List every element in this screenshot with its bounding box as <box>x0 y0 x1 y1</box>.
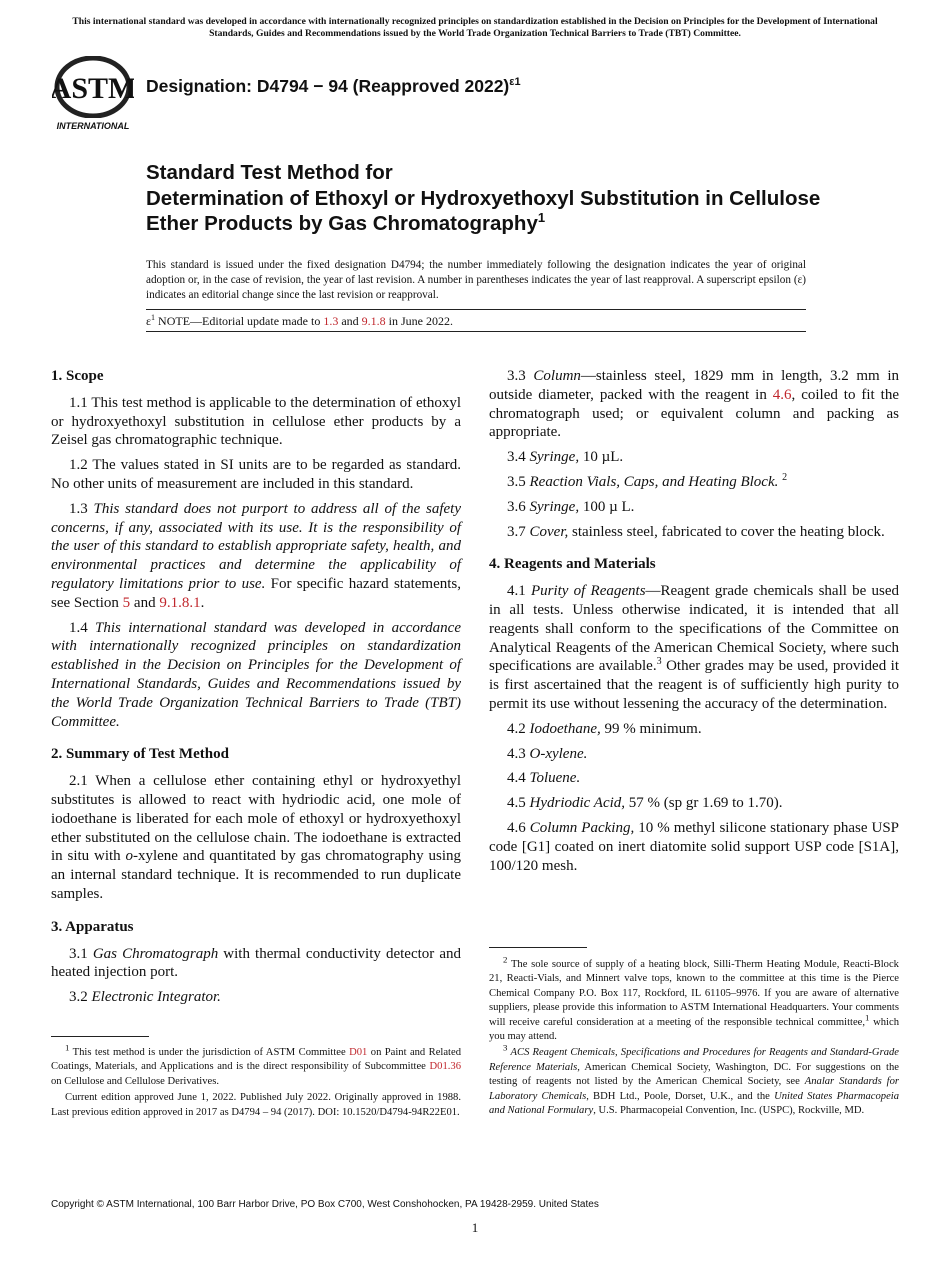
standard-title: Standard Test Method for Determination of Ethoxyl or Hydroxyethoxyl Substitution in Cellulose Ether Products by Gas Chromatography$^1$ <box>146 161 821 235</box>
footnote-rule <box>489 947 587 948</box>
paragraph: 4.2 Iodoethane, 99 % minimum. <box>507 720 702 737</box>
footnotes-left <box>51 1042 461 1122</box>
designation: Designation: D4794 − 94 (Reapproved 2022)$^{\varepsilon 1}$ <box>146 76 521 96</box>
section-heading: 4. Reagents and Materials <box>489 556 656 573</box>
divider <box>146 331 806 332</box>
section-heading: 3. Apparatus <box>51 918 134 935</box>
link-9-1-8[interactable]: 9.1.8 <box>361 314 386 328</box>
footnote-1-edition: Current edition approved June 1, 2022. Published July 2022. Originally approved in 1988. Last previous edition approved in 2017 as D4794 – 94 (2017). DOI: 10.1520/D4794-94R22E01. <box>51 1092 461 1118</box>
left-column <box>51 367 461 1013</box>
paragraph: 3.3 Column—stainless steel, 1829 mm in length, 3.2 mm in outside diameter, packed with the reagent in 4.6, coiled to fit the chromatograph used; or equivalent column and packing as appropriate. <box>489 368 899 441</box>
section-heading: 1. Scope <box>51 368 104 384</box>
paragraph: 3.1 Gas Chromatograph with thermal conductivity detector and heated injection port. <box>51 945 462 981</box>
paragraph: 1.4 This international standard was developed in accordance with internationally recognized principles on standardization established in the Decision on Principles for the Development of International Standards, Guides and Recommendations issued by the World Trade Organization Technical Barriers to Trade (TBT) Committee. <box>51 619 461 730</box>
link-section-5[interactable]: 5 <box>122 594 131 611</box>
paragraph: 4.6 Column Packing, 10 % methyl silicone stationary phase USP code [G1] coated on inert diatomite solid support USP code [S1A], 100/120 mesh. <box>489 819 900 874</box>
footnote-rule <box>51 1036 149 1037</box>
link-d01-36[interactable]: D01.36 <box>429 1061 461 1073</box>
paragraph: 4.5 Hydriodic Acid, 57 % (sp gr 1.69 to 1.70). <box>507 795 783 812</box>
paragraph: 3.6 Syringe, 100 µ L. <box>507 498 635 515</box>
footnotes-right <box>489 954 900 1120</box>
right-column <box>489 367 899 881</box>
top-notice: This international standard was developed in accordance with internationally recognized principles on standardization established in the Decision on Principles for the Development of International Standards, Guides and Recommendations issued by the World Trade Organization Technical Barriers to Trade (TBT) Committee. <box>72 16 878 39</box>
paragraph: 1.3 This standard does not purport to address all of the safety concerns, if any, associated with its use. It is the responsibility of the user of this standard to establish appropriate safety, health, and environmental practices and determine the applicability of regulatory limitations prior to use. For specific hazard statements, see Section 5 and 9.1.8.1. <box>51 500 462 611</box>
section-heading: 2. Summary of Test Method <box>51 746 229 763</box>
divider <box>146 309 806 310</box>
footnote-3: $^3$ ACS Reagent Chemicals, Specifications and Procedures for Reagents and Standard-Grade Reference Materials, American Chemical Society, Washington, DC. For suggestions on the testing of reagents not listed by the American Chemical Society, see Analar Standards for Laboratory Chemicals, BDH Ltd., Poole, Dorset, U.K., and the United States Pharmacopeia and National Formulary, U.S. Pharmacopeial Convention, Inc. (USPC), Rockville, MD. <box>489 1042 900 1117</box>
link-9-1-8-1[interactable]: 9.1.8.1 <box>159 594 201 611</box>
astm-logo <box>52 56 134 132</box>
logo-mark: ASTM <box>52 72 134 105</box>
footnote-2: $^2$ The sole source of supply of a heating block, Silli-Therm Heating Module, Reacti-Block 21, Reacti-Vials, and Minnert valve tops, known to the committee at this time is the Pierce Chemical Company P.O. Box 117, Rockford, IL 61105–9976. If you are aware of alternative suppliers, please provide this information to ASTM International Headquarters. Your comments will receive careful consideration at a meeting of the responsible technical committee,$^1$ which you may attend. <box>489 954 899 1043</box>
paragraph: 3.5 Reaction Vials, Caps, and Heating Block. $^2$ <box>507 471 788 490</box>
paragraph: 4.3 O-xylene. <box>507 745 588 762</box>
link-1-3[interactable]: 1.3 <box>323 314 339 328</box>
intro-paragraph: This standard is issued under the fixed designation D4794; the number immediately following the designation indicates the year of original adoption or, in the case of revision, the year of last revision. A number in parentheses indicates the year of last reapproval. A superscript epsilon (ε) indicates an editorial change since the last revision or reapproval. <box>146 259 806 302</box>
paragraph: 3.7 Cover, stainless steel, fabricated to cover the heating block. <box>507 523 885 540</box>
paragraph: 3.4 Syringe, 10 µL. <box>507 449 624 466</box>
logo-caption: INTERNATIONAL <box>56 121 130 131</box>
paragraph: 1.1 This test method is applicable to the determination of ethoxyl or hydroxyethoxyl substitution in cellulose ether products by a Zeisel gas chromatographic technique. <box>51 394 461 449</box>
link-d01[interactable]: D01 <box>349 1047 368 1058</box>
link-4-6[interactable]: 4.6 <box>772 386 792 403</box>
footnote-1: $^1$ This test method is under the jurisdiction of ASTM Committee D01 on Paint and Related Coatings, Materials, and Applications and is the direct responsibility of Subcommittee D01.36 on Cellulose and Cellulose Derivatives. <box>51 1042 461 1087</box>
editorial-note: $\varepsilon^1$ NOTE—Editorial update made to 1.3 and 9.1.8 in June 2022. <box>146 313 454 328</box>
paragraph: 4.4 Toluene. <box>507 770 581 787</box>
page-number: 1 <box>471 1220 479 1235</box>
paragraph: 2.1 When a cellulose ether containing ethyl or hydroxyethyl substitutes is allowed to react with hydriodic acid, one mole of iodoethane is liberated for each mole of ethoxyl or hydroxyethoxyl ether substituted on the cellulose chain. The iodoethane is extracted in situ with o-xylene and quantitated by gas chromatography using an internal standard technique. It is recommended to run duplicate samples. <box>51 773 461 902</box>
paragraph: 4.1 Purity of Reagents—Reagent grade chemicals shall be used in all tests. Unless otherwise indicated, it is intended that all reagents shall conform to the specifications of the Committee on Analytical Reagents of the American Chemical Society, where such specifications are available.$^3$ Other grades may be used, provided it is first ascertained that the reagent is of sufficiently high purity to permit its use without lessening the accuracy of the determination. <box>489 583 900 712</box>
paragraph: 3.2 Electronic Integrator. <box>69 989 221 1006</box>
paragraph: 1.2 The values stated in SI units are to be regarded as standard. No other units of measurement are included in this standard. <box>51 457 461 492</box>
copyright: Copyright © ASTM International, 100 Barr Harbor Drive, PO Box C700, West Conshohocken, PA 19428-2959. United States <box>51 1199 599 1210</box>
